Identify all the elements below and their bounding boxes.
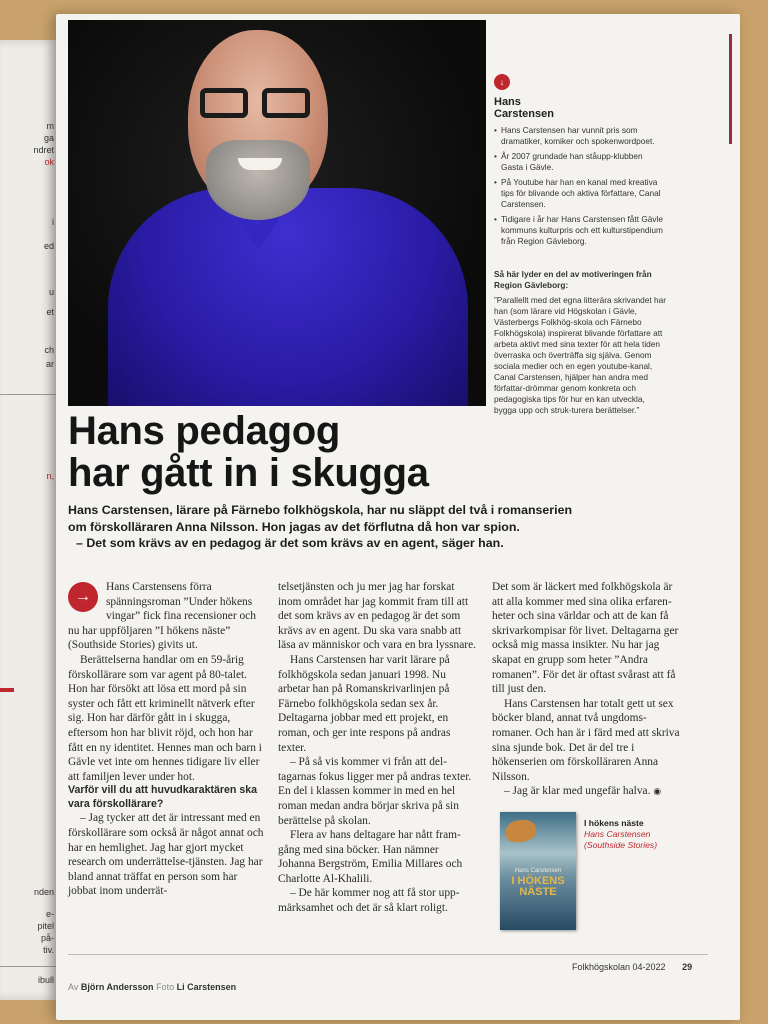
magazine-issue: Folkhögskolan 04-2022 [572,962,666,972]
body-paragraph: Berättelserna handlar om en 59-årig förskollärare som var agent på 80-talet. Hon har försökt att lösa ett mord på sin syster och fått ett kriminellt nätverk efter sig. Hon har därför gått in i skugga, eftersom hon har blivit röjd, och hon har fått en ny identitet. Hennes man och barn i Gävle vet inte om hennes tidigare liv eller att familjen lever under hot. [68,653,262,783]
lead-line: om förskolläraren Anna Nilsson. Hon jagas av det förflutna då hon var spion. [68,519,520,534]
body-paragraph: – På så vis kommer vi från att del-tagarnas fokus ligger mer på andras texter. En del i klassen kommer in med en hel roman medan andra börjar skriva på sin berättelse på skolan. [278,756,472,827]
lead-line: Hans Carstensen, lärare på Färnebo folkhögskola, har nu släppt del två i romanserien [68,503,573,517]
arrow-down-icon: ↓ [494,74,510,90]
page-edge-mark [729,34,732,144]
prev-fragment: ibull [37,975,54,985]
article-headline [68,410,548,494]
prev-fragment: tiv. [43,945,54,955]
byline-text-label: Av [68,982,79,992]
prev-fragment: e- [45,909,54,919]
prev-divider [0,966,58,967]
body-column-3 [492,580,686,799]
prev-fragment: på- [40,933,54,943]
prev-fragment: pitel [37,921,54,931]
fact-item: • År 2007 grundade han ståupp-klubben Gasta i Gävle. [494,151,666,173]
article-lead [68,502,668,552]
prev-red-bar [0,688,14,692]
portrait-photo [68,20,486,406]
prev-fragment: ch [44,345,54,355]
prev-fragment: ga [43,133,54,143]
headline-line: Hans pedagog [68,409,340,453]
prev-fragment: et [46,307,54,317]
book-title: I hökens näste [584,818,644,828]
photo-shirt [108,188,468,406]
page-number: 29 [682,962,693,972]
prev-fragment: nden [33,887,54,897]
book-publisher: (Southside Stories) [584,840,658,850]
closing-quote: – Jag är klar med ungefär halva. [504,785,651,798]
body-paragraph: telsetjänsten och ju mer jag har forskat inom området har jag kommit fram till att det som krävs av en pedagog är det som krävs av en agent. Du ska vara snabb att läsa av människor och vara en bra lyssnare. [278,581,476,652]
prev-fragment: ndret [33,145,54,155]
prev-fragment: u [48,287,54,297]
footer-divider [68,954,708,955]
book-cover [500,812,576,930]
prev-fragment: ed [43,241,54,251]
body-column-2 [278,580,476,916]
body-paragraph: Hans Carstensen har varit lärare på folkhögskola sedan januari 1998. Nu arbetar han på Romanskrivarlinjen på Färnebo folkhögskola sedan sex år. Deltagarna jobbar med ett projekt, en roman, och ger inte respons på andras texter. [278,653,451,754]
prev-fragment: ok [44,157,54,167]
previous-page-edge [0,40,58,1000]
motivation-text: ”Parallellt med det egna litterära skrivandet har han (som lärare vid Högskolan i Gävle, Västerbergs Folkhög-skola och Färnebo Folkhögskola) inspirerat blivande författare att arbeta aktivt med sina texter för att hela tiden överraska och överträffa sig själva. Genom sociala medier och en egen youtube-kanal, Canal Carstensen, hjälper han andra med författar-drömmar genom konkreta och pedagogiska tips för hur en kan utveckla, bygga upp och struk-turera berättelser.” [494,295,667,415]
interview-question: Varför vill du att huvudkaraktären ska vara förskollärare? [68,784,257,810]
motivation-title: Så här lyder en del av motiveringen från Region Gävleborg: [494,269,652,290]
headline-line: har gått in i skugga [68,451,429,495]
fact-item: • Hans Carstensen har vunnit pris som dramatiker, komiker och spokenwordpoet. [494,125,666,147]
hawk-illustration [506,820,536,842]
arrow-right-icon: → [68,582,98,612]
body-paragraph: Hans Carstensen har totalt gett ut sex böcker bland, annat två ungdoms-romaner. Och han är i färd med att skriva sina sjunde bok. Det är del tre i hökenserien om förskolläraren Anna Nilsson. [492,697,680,783]
prev-fragment: n, [46,471,54,481]
folio [572,962,692,972]
fact-item: • Tidigare i år har Hans Carstensen fått Gävle kommuns kulturpris och ett kulturstipendium från Region Gävleborg. [494,214,666,247]
body-paragraph: Hans Carstensens förra spänningsroman ”Under hökens vingar” fick fina recensioner och nu har uppföljaren ”I hökens näste” (Southside Stories) givits ut. [68,581,256,652]
body-paragraph: – Jag tycker att det är intressant med en förskollärare som också är något annat och har en hemlighet. Jag har gjort mycket research om underrättelse-tjänsten. Jag har bland annat träffat en person som har jobbat inom underrät- [68,812,264,898]
book-author: Hans Carstensen [584,829,651,839]
book-info [584,818,684,851]
prev-fragment: m [46,121,54,131]
prev-fragment: ar [45,359,54,369]
body-column-1 [68,580,266,899]
byline-photo-label: Foto [156,982,175,992]
body-paragraph [492,784,686,799]
body-paragraph: Det som är läckert med folkhögskola är att alla kommer med sina olika erfaren-heter och sina världar och att de kan få skrivarkompisar för livet. Deltagarna ger också mig massa insikter. Nu har jag skapat en grupp som heter ”Andra romanen”. För det är oftast svårast att få till just den. [492,581,679,696]
body-paragraph: – De här kommer nog att få stor upp-märksamhet och det är så klart roligt. [278,887,460,915]
prev-fragment: i [52,217,54,227]
photo-beard [206,140,310,220]
prev-divider [0,394,58,395]
book-cover-author: Hans Carstensen [514,868,562,874]
fact-list [494,125,666,247]
fact-item: • På Youtube har han en kanal med kreativa tips för blivande och aktiva författare, Canal Carstensen. [494,177,666,210]
photo-smile [238,158,282,170]
byline-photographer: Li Carstensen [176,982,237,992]
fact-box [494,74,666,416]
body-paragraph: Flera av hans deltagare har nått fram-gång med sina böcker. Han nämner Johanna Bergström, Emilia Millares och Charlotte Al-Khalili. [278,829,463,885]
photo-glasses [200,88,318,120]
lead-line: – Det som krävs av en pedagog är det som krävs av en agent, säger han. [76,536,504,550]
magazine-page [56,14,740,1020]
fact-box-title: Hans Carstensen [494,96,554,120]
end-mark-icon: ◉ [653,786,662,797]
book-cover-title: I HÖKENS NÄSTE [511,875,565,898]
byline [68,982,236,992]
byline-writer: Björn Andersson [80,982,154,992]
